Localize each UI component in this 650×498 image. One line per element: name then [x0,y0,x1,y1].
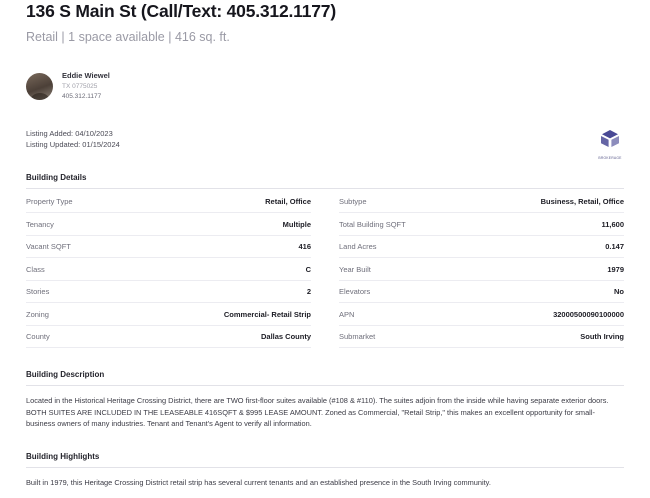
table-row [339,281,624,304]
detail-label: Year Built [339,264,371,274]
agent-card [26,71,624,102]
detail-value: 0.147 [605,242,624,252]
listing-updated: Listing Updated: 01/15/2024 [26,140,120,150]
table-row [26,258,311,281]
detail-label: Total Building SQFT [339,219,406,229]
agent-info [62,71,110,102]
table-row [26,213,311,236]
divider [26,385,624,386]
detail-value: 1979 [607,264,624,274]
detail-label: APN [339,309,355,319]
table-row [26,236,311,259]
detail-label: Vacant SQFT [26,242,71,252]
table-row [26,326,311,349]
detail-value: 2 [306,287,311,297]
detail-value: 32000500090100000 [553,309,624,319]
details-right-column [339,191,624,349]
building-details-section [26,173,624,349]
detail-label: Subtype [339,197,367,207]
agent-phone[interactable]: 405.312.1177 [62,92,102,100]
detail-label: Submarket [339,332,376,342]
table-row [339,236,624,259]
building-highlights-title: Building Highlights [26,451,100,461]
detail-value: South Irving [580,332,624,342]
detail-label: Zoning [26,309,49,319]
detail-value: 11,600 [601,219,624,229]
building-description-section [26,370,624,430]
details-left-column [26,191,311,349]
cube-logo-icon [596,128,624,160]
divider [26,188,624,189]
table-row [26,281,311,304]
table-row [339,191,624,214]
logo-caption: BROKERAGE [598,156,622,160]
building-description-text: Located in the Historical Heritage Crossing District, there are TWO first-floor suites available (#108 & #110). The suites adjoin from the inside while having separate exterior doors. BOTH SUITES ARE INCLUDED IN THE LEASEABLE 416SQFT & $995 LEASE AMOUNT. Zoned as Commercial, "Retail Strip," this makes an excellent opportunity for small-business owners of many industries. Tenant and Tenant's Agent to verify all information. [26,396,609,429]
detail-label: Class [26,264,45,274]
avatar [26,73,53,100]
building-highlights-text: Built in 1979, this Heritage Crossing District retail strip has several current tenants and an established presence in the South Irving community. [26,477,491,487]
detail-label: Property Type [26,197,73,207]
detail-value: Dallas County [260,332,311,342]
detail-label: Elevators [339,287,371,297]
table-row [339,213,624,236]
detail-label: Stories [26,287,50,297]
table-row [339,303,624,326]
detail-label: Land Acres [339,242,377,252]
building-description-title: Building Description [26,370,105,380]
building-details-grid [26,191,624,349]
table-row [339,258,624,281]
divider [26,467,624,468]
building-highlights-section [26,452,624,489]
listing-added: Listing Added: 04/10/2023 [26,128,113,138]
detail-value: C [305,264,311,274]
detail-value: Multiple [282,219,311,229]
agent-name: Eddie Wiewel [62,71,110,80]
detail-value: 416 [298,242,311,252]
table-row [26,303,311,326]
building-details-title: Building Details [26,172,87,182]
detail-label: County [26,332,50,342]
listing-meta [26,128,624,151]
table-row [339,326,624,349]
detail-label: Tenancy [26,219,54,229]
page-subtitle: Retail | 1 space available | 416 sq. ft. [26,30,230,44]
agent-license: TX 0775025 [62,82,98,90]
detail-value: No [614,287,624,297]
table-row [26,191,311,214]
detail-value: Business, Retail, Office [540,197,624,207]
page-title: 136 S Main St (Call/Text: 405.312.1177) [26,1,336,21]
detail-value: Commercial- Retail Strip [223,309,311,319]
detail-value: Retail, Office [265,197,311,207]
